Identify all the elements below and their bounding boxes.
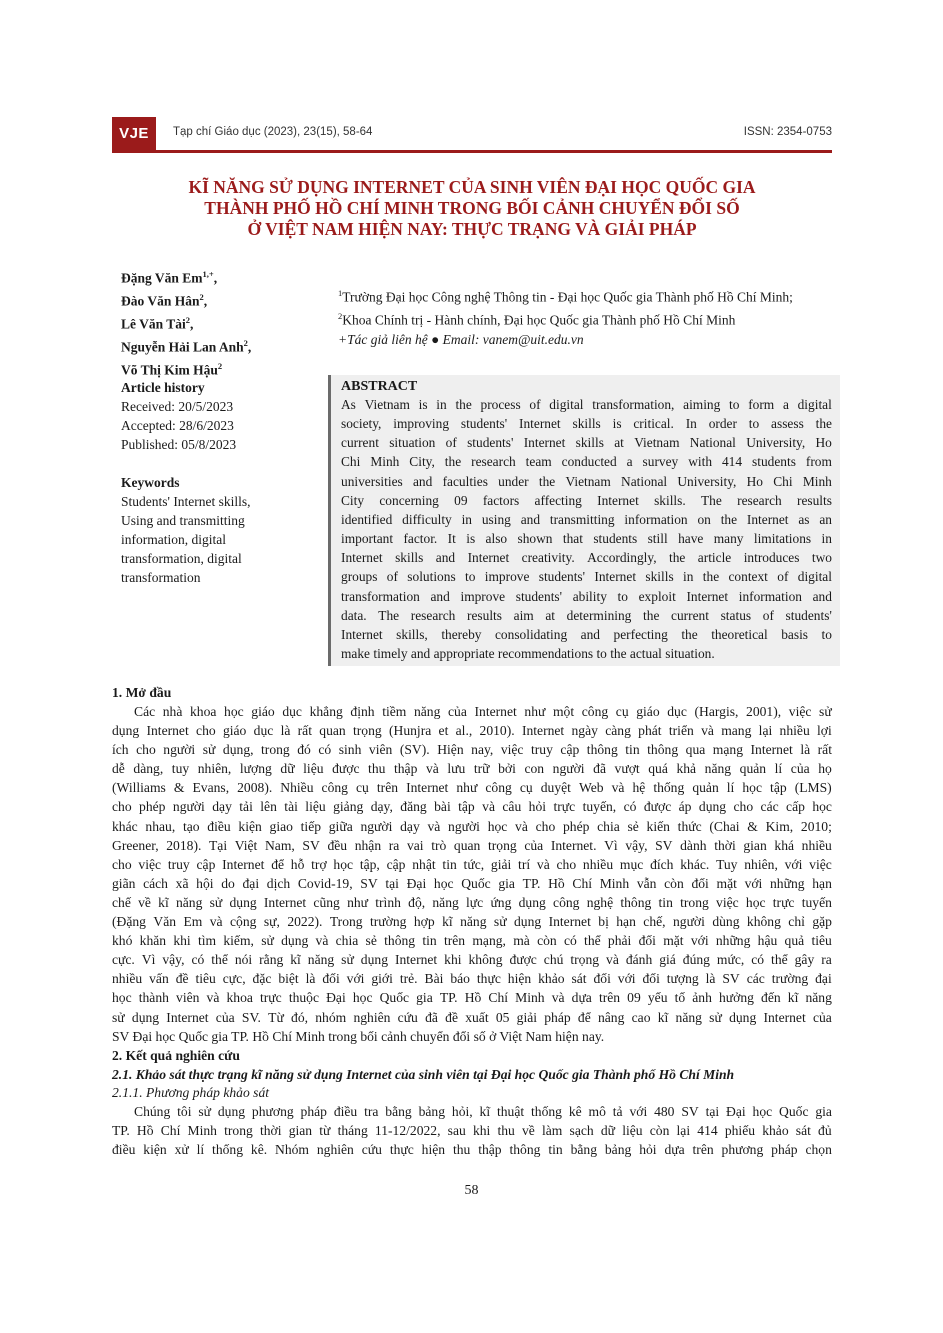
abstract-text (341, 395, 832, 663)
section-paragraph (112, 1102, 832, 1159)
author: Nguyễn Hải Lan Anh$^2$, (121, 338, 252, 355)
text-line: universities and faculties under the Vietnam National University, Ho Chi Minh (341, 473, 832, 489)
text-line: Internet skills and Internet creativity. Accordingly, the article introduces two (341, 550, 832, 566)
text-line: học thành viên và khoa trực thuộc Đại học Quốc gia TP. Hồ Chí Minh và dựa trên 09 yếu tố ảnh hưởng đến kĩ năng (112, 990, 832, 1006)
text-line: important factor. It is also shown that students still have many limitations in (341, 531, 832, 547)
text-line: cho phép người dạy tải lên tài liệu giảng dạy, đăng bài tập và câu hỏi trực tuyến, có được áp dụng cho các cấp học (112, 799, 832, 815)
accepted-date: Accepted: 28/6/2023 (121, 418, 234, 433)
affiliation: $^1$Trường Đại học Công nghệ Thông tin - Đại học Quốc gia Thành phố Hồ Chí Minh; (338, 288, 793, 305)
title-line: KĨ NĂNG SỬ DỤNG INTERNET CỦA SINH VIÊN ĐẠI HỌC QUỐC GIA (188, 177, 756, 197)
text-line: (Williams & Evans, 2008). Nhiều công cụ trên Internet như công cụ duyệt Web và hệ thống quản lí học tập (LMS) (112, 780, 832, 796)
published-date: Published: 05/8/2023 (121, 437, 237, 452)
article-title (112, 177, 832, 240)
journal-header (112, 117, 832, 150)
text-line: groups of solutions to improve students' Internet skills in the context of digital (341, 569, 832, 585)
affiliation: $^2$Khoa Chính trị - Hành chính, Đại học Quốc gia Thành phố Hồ Chí Minh (338, 311, 736, 328)
text-line: (Đặng Văn Em và cộng sự, 2022). Trong trường hợp kĩ năng sử dụng Internet bị hạn chế, người dùng không chỉ gặp (112, 914, 832, 930)
journal-logo: VJE (112, 117, 156, 150)
text-line: Internet skills, thereby consolidating and perfecting the theoretical basis to (341, 626, 832, 642)
text-line: giãn cách xã hội do đại dịch Covid-19, SV tại Đại học Quốc gia TP. Hồ Chí Minh vẫn còn đối mặt với những hạn (112, 875, 832, 891)
affiliations (338, 284, 793, 350)
keywords-block (121, 473, 311, 587)
author: Lê Văn Tài$^2$, (121, 315, 194, 332)
subsubsection-heading: 2.1.1. Phương pháp khảo sát (112, 1084, 270, 1100)
section-heading: 1. Mở đầu (112, 685, 172, 700)
page-number: 58 (464, 1183, 479, 1198)
keywords-heading: Keywords (121, 475, 180, 490)
author: Đào Văn Hân$^2$, (121, 292, 208, 309)
author-list (121, 265, 251, 380)
text-line: identified difficulty in using and transmitting information on the Internet as an (341, 511, 832, 527)
text-line: City concerning 09 factors affecting Internet skills. The research results (341, 492, 832, 508)
keywords-text: Students' Internet skills, Using and transmitting information, digital transformation, digital transformation (121, 494, 251, 585)
text-line: SV Đại học Quốc gia TP. Hồ Chí Minh trong bối cảnh chuyển đổi số ở Việt Nam hiện nay. (112, 1028, 605, 1044)
title-line: THÀNH PHỐ HỒ CHÍ MINH TRONG BỐI CẢNH CHUYỂN ĐỔI SỐ (204, 198, 740, 218)
contact-info: +Tác giả liên hệ ● Email: vanem@uit.edu.vn (338, 332, 584, 347)
section-paragraph (112, 702, 832, 1046)
text-line: Chúng tôi sử dụng phương pháp điều tra bằng bảng hỏi, kĩ thuật thống kê mô tả với 480 SV tại Đại học Quốc gia (134, 1103, 832, 1119)
text-line: current situation of students' Internet skills at Vietnam National University, Ho (341, 435, 832, 451)
author: Đặng Văn $Em^{1,+}$, (121, 269, 218, 286)
abstract-box (328, 375, 840, 666)
text-line: sử dụng Internet của SV. Từ đó, nhóm nghiên cứu đã đề xuất 05 giải pháp để nâng cao kĩ năng sử dụng Internet của (112, 1009, 832, 1025)
text-line: khác nhau, tạo điều kiện giao tiếp giữa người dạy và người học và cho phép chia sẻ kiến thức (Chai & Kim, 2010; (112, 818, 832, 834)
text-line: transformation and improve students' ability to exploit Internet information and (341, 588, 832, 604)
abstract-heading: ABSTRACT (341, 379, 418, 394)
journal-issn: ISSN: 2354-0753 (743, 126, 832, 138)
text-line: Chi Minh City, the research team conducted a survey with 414 students from (341, 454, 832, 470)
text-line: As Vietnam is in the process of digital transformation, aiming to form a digital (341, 397, 832, 412)
text-line: Greener, 2018). Tại Việt Nam, SV đều nhận ra vai trò quan trọng của Internet. Vì vậy, SV dành thời gian khá nhiều (112, 837, 832, 853)
text-line: cho việc truy cập Internet để hỗ trợ học tập, cập nhật tin tức, giải trí và cho nhiều mục đích khác. Tuy nhiên, với việc (112, 856, 832, 872)
text-line: ích cho người sử dụng, trong đó có sinh viên (SV). Hiện nay, việc truy cập thông tin thông qua mạng Internet là rất (112, 742, 832, 758)
text-line: dụng Internet cho giáo dục là rất quan trọng (Hunjra et al., 2010). Internet ngày càng phát triển và mang lại nhiều lợi (112, 723, 832, 739)
subsection-heading: 2.1. Khảo sát thực trạng kĩ năng sử dụng Internet của sinh viên tại Đại học Quốc gia Thành phố Hồ Chí Minh (112, 1066, 735, 1082)
article-body (112, 683, 832, 1159)
text-line: chế về kĩ năng sử dụng Internet cũng như trình độ, năng lực ứng dụng công nghệ thông tin trong việc học trực tuyến (112, 894, 832, 910)
text-line: data. The research results aim at determining the current status of students' (341, 607, 832, 623)
journal-citation: Tạp chí Giáo dục (2023), 23(15), 58-64 (173, 126, 373, 138)
text-line: khó khăn khi tìm kiếm, sử dụng và chia sẻ thông tin trên mạng, mà còn có thể phải đối mặt với những hậu quả tiêu (112, 933, 832, 949)
text-line: make timely and appropriate recommendations to the actual situation. (341, 646, 715, 662)
text-line: nhiều vấn đề tiêu cực, đặc biệt là đối với giới trẻ. Bài báo thực hiện khảo sát đối với đối tượng là SV các trường đại (112, 971, 832, 987)
author: Võ Thị Kim Hậu$^2$ (121, 361, 223, 378)
received-date: Received: 20/5/2023 (121, 399, 234, 414)
title-line: Ở VIỆT NAM HIỆN NAY: THỰC TRẠNG VÀ GIẢI PHÁP (247, 219, 697, 239)
text-line: TP. Hồ Chí Minh trong thời gian từ tháng 11-12/2022, sau khi thu về làm sạch dữ liệu còn lại 414 phiếu khảo sát đủ (112, 1122, 832, 1138)
text-line: Các nhà khoa học giáo dục khẳng định tiềm năng của Internet như một công cụ giáo dục (Hargis, 2001), việc sử (134, 704, 832, 719)
header-rule (112, 150, 832, 153)
article-history (121, 378, 311, 454)
text-line: điều kiện xử lí thống kê. Nhóm nghiên cứu thực hiện thu thập thông tin bằng bảng hỏi dựa trên phương pháp chọn (112, 1141, 832, 1157)
text-line: cực. Vì vậy, có thể nói rằng kĩ năng sử dụng Internet khi không được chú trọng và đánh giá đúng mức, có thể gây ra (112, 952, 832, 968)
text-line: society, improving students' Internet skills is critical. In order to assess the (341, 416, 832, 432)
section-heading: 2. Kết quả nghiên cứu (112, 1047, 240, 1063)
text-line: dễ dàng, tuy nhiên, lượng dữ liệu được thu thập và lưu trữ bởi con người đã vượt quá khả năng quản lí của họ (112, 761, 832, 777)
history-heading: Article history (121, 380, 205, 395)
